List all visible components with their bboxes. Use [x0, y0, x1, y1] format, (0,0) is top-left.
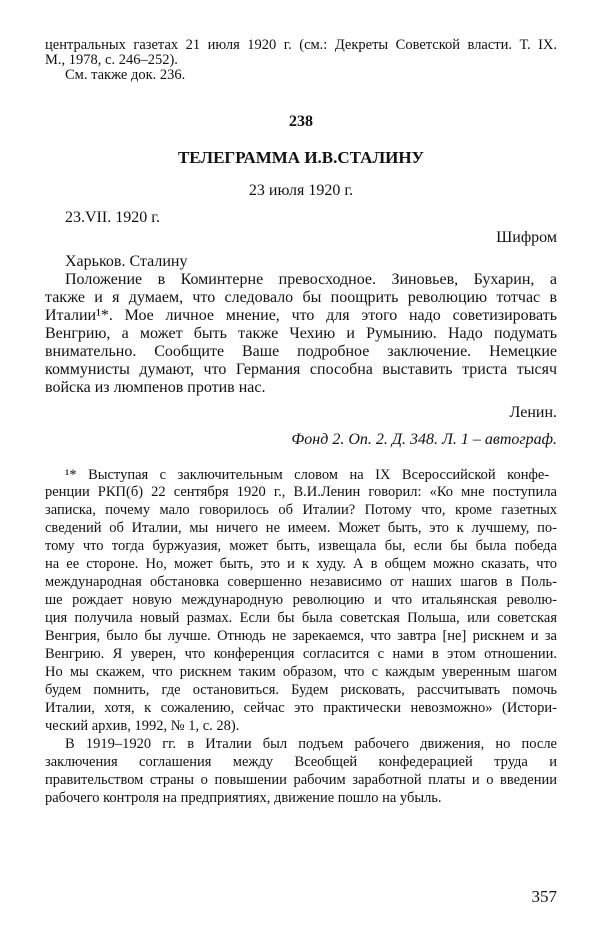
footnote-line: Но мы скажем, что рискнем таким образом, что с каждым уверенным шагом [45, 663, 557, 680]
telegram-body-line: Харьков. Сталину [65, 253, 188, 270]
telegram-body-line: также и я думаем, что следовало бы поощрить революцию тотчас в [45, 289, 557, 306]
telegram-date: 23.VII. 1920 г. [65, 209, 160, 226]
telegram-body-line: Положение в Коминтерне превосходное. Зиновьев, Бухарин, а [65, 271, 557, 288]
telegram-body-line: коммунисты думают, что Германия способна выставить триста тысяч [45, 361, 557, 378]
telegram-body-line: внимательно. Сообщите Ваше подробное заключение. Немецкие [45, 343, 557, 360]
footnote-line: рабочего контроля на предприятиях, движение пошло на убыль. [45, 789, 442, 806]
footnote-line: Венгрия, было бы лучше. Отнюдь не зарекаемся, что завтра [не] рискнем и за [45, 628, 557, 645]
footnote-line: ше рождает новую международную революцию и что итальянская револю- [45, 592, 557, 609]
footnote-line: ческий архив, 1992, № 1, с. 28). [45, 717, 240, 734]
footnote-line: будем помнить, где остановиться. Будем рисковать, рассчитывать помочь [45, 681, 557, 698]
telegram-body-line: Италии¹*. Мое личное мнение, что для этого надо советизировать [45, 307, 557, 324]
intro-line: центральных газетах 21 июля 1920 г. (см.: Декреты Советской власти. Т. IX. [45, 36, 557, 53]
document-number: 238 [289, 113, 313, 130]
signature: Ленин. [509, 404, 557, 421]
cipher-note: Шифром [496, 229, 557, 246]
footnote-line: тому что тогда буржуазия, может быть, извещала бы, если бы была победа [45, 538, 557, 555]
footnote-line: ренции РКП(б) 22 сентября 1920 г., В.И.Ленин говорил: «Ко мне поступила [45, 484, 557, 501]
archive-reference: Фонд 2. Оп. 2. Д. 348. Л. 1 – автограф. [291, 431, 557, 448]
footnote-line: Венгрию. Я уверен, что конференция согласится с нами в этом отношении. [45, 646, 557, 662]
telegram-body-line: войска из люмпенов против нас. [45, 379, 266, 396]
footnote-line: ция получила новый размах. Если бы была советская Польша, или советская [45, 610, 557, 627]
document-title: ТЕЛЕГРАММА И.В.СТАЛИНУ [177, 148, 425, 167]
telegram-body-line: Венгрию, а может быть также Чехию и Румынию. Надо подумать [45, 325, 557, 342]
footnote-line: Италии, хотя, к сожалению, сейчас это практически невозможно» (Истори- [45, 699, 557, 716]
footnote-line: международная обстановка совершенно независимо от наших шагов в Поль- [45, 574, 557, 591]
intro-line: См. также док. 236. [65, 66, 186, 83]
footnote-line: ¹* Выступая с заключительным словом на IX Всероссийской конфе- [65, 466, 550, 483]
intro-line: М., 1978, с. 246–252). [45, 51, 178, 68]
footnote-line: сведений об Италии, мы ничего не имеем. Может быть, это к лучшему, по- [45, 520, 557, 537]
footnote-line: заключения соглашения между Всеобщей конфедерацией труда и [45, 753, 557, 770]
page-number: 357 [531, 887, 557, 906]
footnote-line: В 1919–1920 гг. в Италии был подъем рабочего движения, но после [65, 735, 557, 752]
footnote-line: записка, почему мало говорилось об Италии? Потому что, кроме газетных [45, 502, 557, 519]
footnote-line: правительством страны о повышении рабочим заработной платы и о введении [45, 771, 557, 788]
document-date: 23 июля 1920 г. [248, 182, 354, 199]
footnote-line: на ее стороне. Но, может быть, это и к худу. А в общем можно сказать, что [45, 556, 557, 573]
